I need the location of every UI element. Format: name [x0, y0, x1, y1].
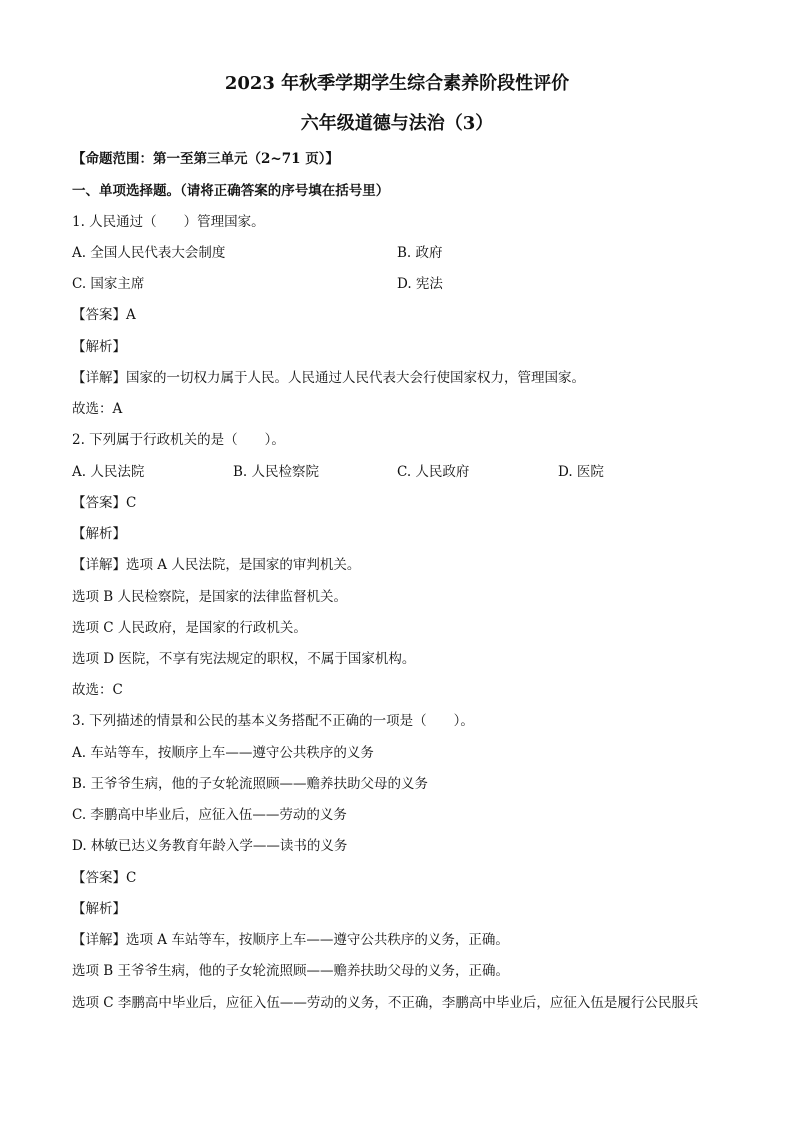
question-3-analysis-label: 【解析】	[72, 901, 126, 917]
question-2-detail-line: 选项 D 医院，不享有宪法规定的职权，不属于国家机构。	[72, 651, 416, 667]
question-2-option-b: B. 人民检察院	[233, 464, 320, 480]
question-2-stem: 2. 下列属于行政机关的是（ ）。	[72, 432, 285, 448]
question-2-option-a: A. 人民法院	[72, 464, 145, 480]
question-2-detail-line: 选项 B 人民检察院，是国家的法律监督机关。	[72, 589, 348, 605]
question-3-option-d: D. 林敏已达义务教育年龄入学——读书的义务	[72, 838, 348, 854]
question-3-option-c: C. 李鹏高中毕业后，应征入伍——劳动的义务	[72, 807, 347, 823]
question-2-detail-line: 【详解】选项 A 人民法院，是国家的审判机关。	[72, 557, 361, 573]
question-1-option-a: A. 全国人民代表大会制度	[72, 245, 226, 261]
question-3-option-b: B. 王爷爷生病，他的子女轮流照顾——赡养扶助父母的义务	[72, 776, 429, 792]
question-2-answer: 【答案】C	[72, 495, 137, 511]
section-heading: 一、单项选择题。（请将正确答案的序号填在括号里）	[72, 183, 390, 199]
question-1-option-b: B. 政府	[397, 245, 443, 261]
question-1-option-c: C. 国家主席	[72, 276, 145, 292]
question-1-detail: 【详解】国家的一切权力属于人民。人民通过人民代表大会行使国家权力，管理国家。	[72, 370, 585, 386]
question-3-option-a: A. 车站等车，按顺序上车——遵守公共秩序的义务	[72, 745, 374, 761]
question-2-detail-line: 选项 C 人民政府，是国家的行政机关。	[72, 620, 307, 636]
question-3-detail-line: 选项 C 李鹏高中毕业后，应征入伍——劳动的义务，不正确，李鹏高中毕业后，应征入伍是履行公民服兵	[72, 995, 699, 1011]
scope-note: 【命题范围：第一至第三单元（2~71 页）】	[72, 151, 339, 167]
question-1-option-d: D. 宪法	[397, 276, 443, 292]
question-3-stem: 3. 下列描述的情景和公民的基本义务搭配不正确的一项是（ ）。	[72, 713, 474, 729]
page-title: 2023 年秋季学期学生综合素养阶段性评价	[224, 73, 570, 94]
question-2-conclusion: 故选：C	[72, 682, 123, 698]
question-3-detail-line: 选项 B 王爷爷生病，他的子女轮流照顾——赡养扶助父母的义务，正确。	[72, 963, 510, 979]
question-1-stem: 1. 人民通过（ ）管理国家。	[72, 214, 265, 230]
question-3-answer: 【答案】C	[72, 870, 137, 886]
question-2-analysis-label: 【解析】	[72, 526, 126, 542]
question-2-option-c: C. 人民政府	[397, 464, 470, 480]
question-2-option-d: D. 医院	[558, 464, 604, 480]
question-3-detail-line: 【详解】选项 A 车站等车，按顺序上车——遵守公共秩序的义务，正确。	[72, 932, 509, 948]
question-1-conclusion: 故选：A	[72, 401, 123, 417]
question-1-answer: 【答案】A	[72, 307, 136, 323]
page-subtitle: 六年级道德与法治（3）	[300, 113, 494, 134]
question-1-analysis-label: 【解析】	[72, 339, 126, 355]
